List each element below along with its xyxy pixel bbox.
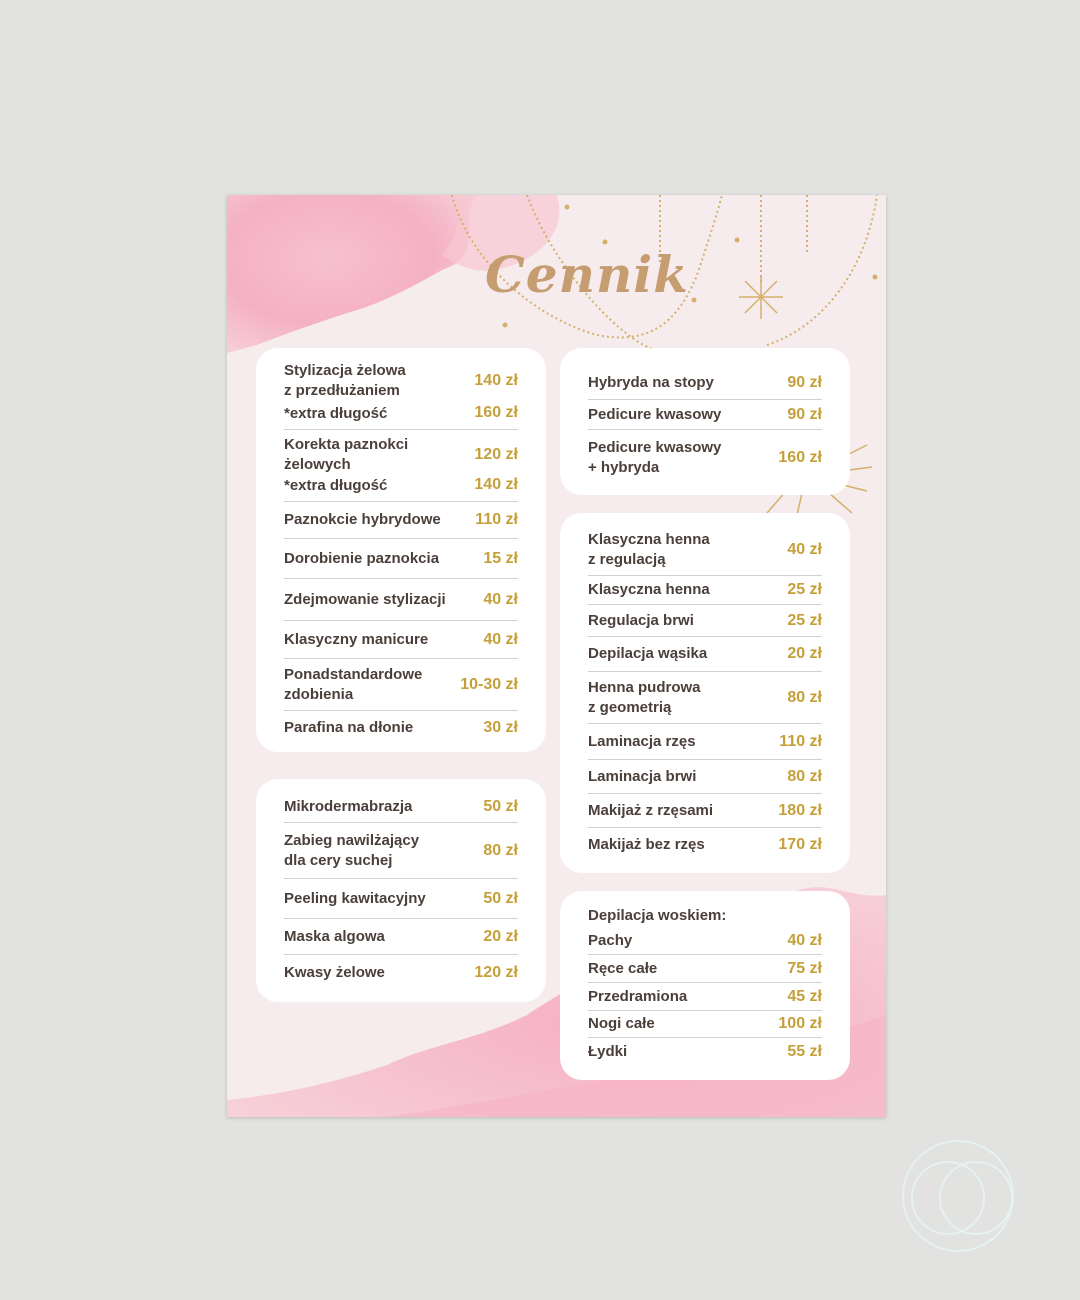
service-price: 30 zł	[483, 719, 518, 736]
price-list-poster	[227, 195, 886, 1117]
nails-price-card	[256, 348, 546, 752]
service-price: 40 zł	[483, 590, 518, 608]
price-row	[588, 430, 822, 486]
service-name: Klasyczna henna z regulacją	[588, 531, 710, 568]
service-name: Parafina na dłonie	[284, 719, 414, 736]
service-name: *extra długość	[284, 477, 388, 494]
price-row	[284, 358, 518, 404]
service-price: 120 zł	[474, 446, 518, 463]
service-price: 45 zł	[787, 987, 822, 1005]
price-row	[284, 955, 518, 991]
price-row	[284, 430, 518, 476]
service-price: 120 zł	[474, 964, 518, 981]
service-name: Ręce całe	[588, 959, 658, 977]
watermark-logo-icon	[900, 1138, 1030, 1268]
service-name: Klasyczny manicure	[284, 630, 429, 648]
service-name: Regulacja brwi	[588, 611, 694, 629]
service-price: 55 zł	[787, 1043, 822, 1060]
service-price: 80 zł	[483, 841, 518, 859]
service-price: 25 zł	[787, 611, 822, 629]
price-row	[588, 366, 822, 400]
service-price: 180 zł	[778, 801, 822, 819]
service-name: Pachy	[588, 931, 633, 949]
service-price: 75 zł	[787, 959, 822, 977]
service-name: *extra długość	[284, 405, 388, 422]
service-price: 80 zł	[787, 688, 822, 706]
service-price: 140 zł	[474, 476, 518, 493]
service-price: 160 zł	[474, 404, 518, 421]
price-row	[588, 400, 822, 430]
wax-heading: Depilacja woskiem:	[588, 907, 727, 924]
service-price: 140 zł	[474, 372, 518, 389]
face-price-card	[256, 779, 546, 1002]
price-row	[284, 404, 518, 430]
price-row	[588, 1038, 822, 1066]
service-price: 90 zł	[787, 405, 822, 423]
service-name: Hybryda na stopy	[588, 373, 714, 391]
service-price: 100 zł	[778, 1015, 822, 1032]
page-title: Cennik	[485, 245, 689, 304]
price-row	[588, 927, 822, 955]
service-name: Depilacja wąsika	[588, 645, 708, 662]
service-price: 20 zł	[483, 927, 518, 945]
service-name: Peeling kawitacyjny	[284, 889, 426, 907]
service-price: 25 zł	[787, 581, 822, 598]
service-price: 20 zł	[787, 645, 822, 662]
price-row	[284, 579, 518, 621]
service-name: Zdejmowanie stylizacji	[284, 590, 446, 608]
service-price: 110 zł	[779, 732, 822, 750]
price-row	[284, 879, 518, 919]
price-row	[284, 476, 518, 502]
feet-price-card	[560, 348, 850, 495]
service-price: 15 zł	[483, 549, 518, 567]
service-price: 40 zł	[787, 931, 822, 949]
service-name: Kwasy żelowe	[284, 964, 385, 981]
price-row	[588, 955, 822, 983]
service-price: 80 zł	[787, 767, 822, 785]
service-name: Laminacja brwi	[588, 767, 697, 785]
service-price: 110 zł	[475, 511, 518, 528]
service-name: Maska algowa	[284, 927, 385, 945]
wax-price-card	[560, 891, 850, 1080]
price-row	[284, 823, 518, 879]
brows-price-card	[560, 513, 850, 873]
price-row	[588, 575, 822, 605]
service-price: 160 zł	[778, 449, 822, 466]
price-row	[284, 621, 518, 659]
service-name: Zabieg nawilżający dla cery suchej	[284, 831, 420, 869]
service-name: Łydki	[588, 1043, 628, 1060]
price-row	[284, 919, 518, 955]
price-row	[588, 983, 822, 1011]
service-name: Pedicure kwasowy + hybryda	[588, 439, 722, 476]
service-name: Makijaż z rzęsami	[588, 801, 714, 819]
service-price: 50 zł	[483, 797, 518, 815]
price-row	[588, 605, 822, 637]
price-row	[588, 637, 822, 672]
service-name: Klasyczna henna	[588, 581, 710, 598]
service-name: Henna pudrowa z geometrią	[588, 678, 701, 716]
service-name: Przedramiona	[588, 987, 688, 1005]
pink-splash-top	[227, 195, 477, 353]
service-name: Ponadstandardowe zdobienia	[284, 665, 423, 703]
price-row	[588, 794, 822, 828]
price-row	[284, 539, 518, 579]
service-price: 50 zł	[483, 889, 518, 907]
price-row	[588, 1011, 822, 1038]
price-row	[588, 828, 822, 862]
service-name: Pedicure kwasowy	[588, 405, 722, 423]
price-row	[284, 502, 518, 539]
service-name: Stylizacja żelowa z przedłużaniem	[284, 362, 406, 399]
service-name: Laminacja rzęs	[588, 732, 696, 750]
price-row	[588, 724, 822, 760]
service-price: 40 zł	[787, 541, 822, 558]
service-price: 40 zł	[483, 630, 518, 648]
gold-sunburst-ornament	[739, 275, 783, 319]
service-price: 170 zł	[778, 836, 822, 853]
service-name: Mikrodermabrazja	[284, 797, 413, 815]
price-row	[588, 525, 822, 575]
service-name: Makijaż bez rzęs	[588, 836, 705, 853]
service-name: Dorobienie paznokcia	[284, 549, 440, 567]
service-name: Paznokcie hybrydowe	[284, 511, 441, 528]
service-price: 10-30 zł	[460, 675, 518, 693]
price-row	[588, 760, 822, 794]
price-row	[284, 659, 518, 711]
service-name: Korekta paznokci żelowych	[284, 436, 409, 473]
price-row	[588, 672, 822, 724]
service-name: Nogi całe	[588, 1015, 655, 1032]
service-price: 90 zł	[787, 373, 822, 391]
price-row	[284, 791, 518, 823]
price-row	[284, 711, 518, 745]
